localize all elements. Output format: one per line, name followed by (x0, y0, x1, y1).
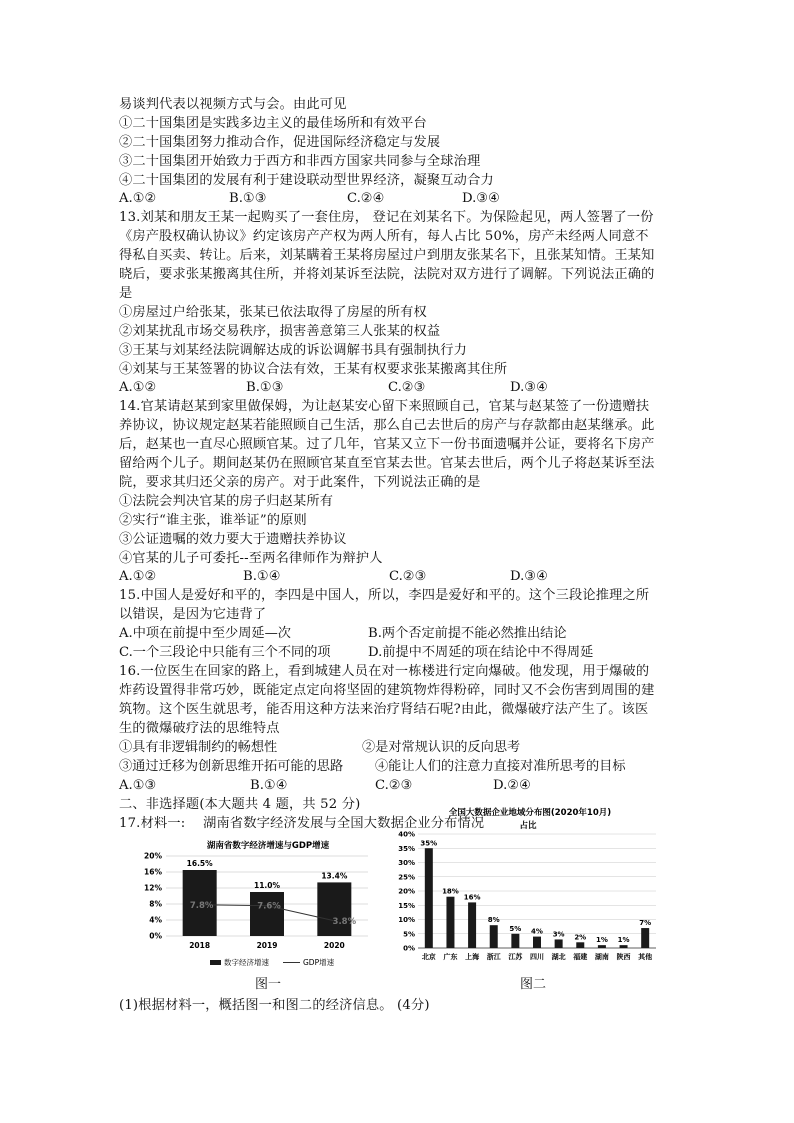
q12-option-a[interactable]: A.①② (119, 191, 157, 206)
y-tick-label: 0% (403, 944, 415, 953)
y-tick-label: 20% (144, 851, 162, 861)
q16-item-3: ③通过迁移为创新思维开拓可能的思路 (119, 759, 344, 774)
x-tick-label: 其他 (638, 953, 653, 961)
q13-item-4: ④刘某与王某签署的协议合法有效，王某有权要求张某搬离其住所 (119, 362, 508, 377)
q14-stem-1: 14.官某请赵某到家里做保姆，为让赵某安心留下来照顾自己，官某与赵某签了一份遗赠扶 (119, 399, 650, 414)
x-tick-label: 广东 (443, 953, 458, 961)
q16-item-1: ①具有非逻辑制约的畅想性 (119, 740, 278, 755)
x-tick-label: 陕西 (616, 953, 631, 961)
line-data-label: 7.8% (189, 900, 214, 911)
line-data-label: 3.8% (332, 916, 357, 927)
q16-stem-1: 16.一位医生在回家的路上，看到城建人员在对一栋楼进行定向爆破。他发现，用于爆破的 (119, 664, 650, 679)
q13-item-2: ②刘某扰乱市场交易秩序，损害善意第三人张某的权益 (119, 324, 441, 339)
y-tick-label: 12% (144, 883, 162, 893)
q13-stem-3: 得私自买卖、转让。后来，刘某瞒着王某将房屋过户到朋友张某名下，且张某知情。王某知 (119, 248, 655, 263)
legend-label-gdp: GDP增速 (303, 958, 335, 967)
y-tick-label: 40% (398, 830, 415, 839)
figure-1-svg (140, 836, 380, 976)
q13-item-3: ③王某与刘某经法院调解达成的诉讼调解书具有强制执行力 (119, 343, 468, 358)
q14-item-2: ②实行“谁主张，谁举证”的原则 (119, 513, 307, 528)
q16-stem-4: 生的微爆破疗法的思维特点 (119, 721, 280, 736)
figure-1-caption: 图一 (255, 977, 282, 992)
line-data-label: 7.6% (257, 901, 281, 912)
q16-option-c[interactable]: C.②③ (375, 778, 413, 793)
q14-item-1: ①法院会判决官某的房子归赵某所有 (119, 494, 334, 509)
bar-data-label: 13.4% (321, 871, 348, 881)
bar-region-share (620, 945, 628, 948)
q14-item-3: ③公证遗嘱的效力要大于遗赠扶养协议 (119, 532, 347, 547)
y-tick-label: 8% (149, 899, 162, 909)
bar-data-label: 16% (463, 893, 481, 902)
q14-stem-5: 院，要求其归还父亲的房产。对于此案件，下列说法正确的是 (119, 475, 481, 490)
y-tick-label: 5% (403, 930, 415, 939)
bar-digital-economy (317, 882, 351, 936)
figure-1-chart (140, 836, 380, 976)
figure-1-title: 湖南省数字经济增速与GDP增速 (206, 841, 330, 851)
figure-2-chart (390, 804, 660, 972)
bar-data-label: 4% (531, 927, 543, 936)
q14-stem-4: 留给两个儿子。期间赵某仍在照顾官某直至官某去世。官某去世后，两个儿子将赵某诉至法 (119, 456, 655, 471)
y-tick-label: 25% (398, 873, 415, 882)
q13-stem-1: 13.刘某和朋友王某一起购买了一套住房， 登记在刘某名下。为保险起见，两人签署了一份 (119, 210, 654, 225)
q16-option-b[interactable]: B.①④ (250, 778, 288, 793)
q15-option-c[interactable]: C.一个三段论中只能有三个不同的项 (119, 645, 331, 660)
figure-2-subtitle: 占比 (519, 821, 537, 831)
q12-option-b[interactable]: B.①③ (229, 191, 267, 206)
q12-item-1: ①二十国集团是实践多边主义的最佳场所和有效平台 (119, 116, 427, 131)
bar-data-label: 18% (442, 887, 459, 896)
y-tick-label: 10% (398, 916, 415, 924)
q15-option-a[interactable]: A.中项在前提中至少周延—次 (119, 626, 291, 641)
q14-stem-3: 后，赵某也一直尽心照顾官某。过了几年，官某又立下一份书面遗嘱并公证，要将名下房产 (119, 437, 655, 452)
q14-option-b[interactable]: B.①④ (243, 569, 281, 584)
bar-digital-economy (250, 892, 284, 936)
x-tick-label: 2019 (256, 941, 278, 950)
x-tick-label: 2020 (323, 941, 345, 950)
y-tick-label: 35% (398, 844, 415, 853)
x-tick-label: 湖南 (594, 953, 609, 961)
bar-region-share (490, 925, 498, 948)
y-tick-label: 16% (144, 867, 162, 877)
bar-data-label: 16.5% (186, 859, 213, 868)
q12-stem-tail: 易谈判代表以视频方式与会。由此可见 (119, 97, 347, 112)
x-tick-label: 浙江 (486, 953, 501, 961)
bar-region-share (533, 937, 541, 948)
legend-label-digital-economy: 数字经济增速 (224, 958, 269, 967)
q13-item-1: ①房屋过户给张某，张某已依法取得了房屋的所有权 (119, 305, 427, 320)
q15-option-b[interactable]: B.两个否定前提不能必然推出结论 (368, 626, 567, 641)
y-tick-label: 20% (398, 887, 415, 896)
q12-item-3: ③二十国集团开始致力于西方和非西方国家共同参与全球治理 (119, 154, 481, 169)
q13-option-b[interactable]: B.①③ (246, 380, 284, 395)
legend-swatch-digital-economy (210, 960, 221, 965)
x-tick-label: 江苏 (508, 953, 523, 961)
q12-option-c[interactable]: C.②④ (347, 191, 385, 206)
q12-item-2: ②二十国集团努力推动合作，促进国际经济稳定与发展 (119, 135, 441, 150)
bar-data-label: 7% (639, 919, 652, 928)
q15-stem-2: 以错误，是因为它违背了 (119, 607, 267, 622)
q13-stem-2: 《房产股权确认协议》约定该房产产权为两人所有，每人占比 50%，房产未经两人同意不 (119, 229, 649, 244)
q14-option-d[interactable]: D.③④ (510, 569, 548, 584)
bar-data-label: 11.0% (253, 881, 281, 890)
y-tick-label: 4% (149, 915, 162, 925)
q16-item-2: ②是对常规认识的反向思考 (362, 740, 521, 755)
q13-option-d[interactable]: D.③④ (510, 380, 548, 395)
q13-option-a[interactable]: A.①② (119, 380, 157, 395)
q12-option-d[interactable]: D.③④ (462, 191, 500, 206)
bar-region-share (576, 942, 584, 948)
figure-2-caption: 图二 (520, 977, 547, 992)
q17-subquestion-1: (1)根据材料一，概括图一和图二的经济信息。 (4分) (119, 998, 430, 1013)
x-tick-label: 湖北 (551, 953, 566, 961)
q15-stem-1: 15.中国人是爱好和平的，李四是中国人，所以，李四是爱好和平的。这个三段论推理之所 (119, 588, 650, 603)
q14-stem-2: 养协议，协议规定赵某若能照顾自己生活，那么自己去世后的房产与存款都由赵某继承。此 (119, 418, 655, 433)
bar-data-label: 2% (574, 933, 587, 942)
q14-option-a[interactable]: A.①② (119, 569, 157, 584)
y-tick-label: 0% (149, 931, 162, 941)
bar-data-label: 8% (487, 916, 500, 925)
x-tick-label: 北京 (421, 953, 436, 961)
q15-option-d[interactable]: D.前提中不周延的项在结论中不得周延 (368, 645, 594, 660)
bar-region-share (555, 939, 563, 948)
q13-option-c[interactable]: C.②③ (388, 380, 426, 395)
bar-region-share (641, 928, 649, 948)
q16-stem-2: 炸药设置得非常巧妙，既能定点定向将坚固的建筑物炸得粉碎，同时又不会伤害到周围的建 (119, 683, 655, 698)
bar-data-label: 1% (595, 936, 608, 945)
q16-option-d[interactable]: D.②④ (493, 778, 531, 793)
q14-item-4: ④官某的儿子可委托--至两名律师作为辩护人 (119, 551, 383, 566)
bar-region-share (598, 945, 606, 948)
bar-region-share (468, 902, 476, 948)
x-tick-label: 2018 (189, 941, 211, 950)
q16-stem-3: 筑物。这个医生就思考，能否用这种方法来治疗肾结石呢?由此，微爆破疗法产生了。该医 (119, 702, 649, 717)
q16-option-a[interactable]: A.①③ (119, 778, 157, 793)
q16-item-4: ④能让人们的注意力直接对准所思考的目标 (375, 759, 626, 774)
bar-region-share (511, 934, 519, 948)
figure-2-title: 全国大数据企业地域分布图(2020年10月) (448, 808, 612, 818)
q17-intro: 17.材料一: 湖南省数字经济发展与全国大数据企业分布情况 (119, 816, 485, 831)
x-tick-label: 福建 (573, 953, 588, 961)
x-tick-label: 四川 (530, 953, 544, 961)
q13-stem-5: 是 (119, 286, 133, 301)
x-tick-label: 上海 (465, 953, 480, 961)
q14-option-c[interactable]: C.②③ (389, 569, 427, 584)
bar-region-share (446, 897, 454, 948)
bar-data-label: 35% (420, 839, 438, 848)
bar-data-label: 3% (552, 930, 565, 939)
y-tick-label: 15% (398, 901, 415, 910)
q13-stem-4: 晓后，要求张某搬离其住所，并将刘某诉至法院，法院对双方进行了调解。下列说法正确的 (119, 267, 655, 282)
bar-data-label: 1% (617, 936, 630, 945)
bar-data-label: 5% (509, 924, 522, 933)
q12-item-4: ④二十国集团的发展有利于建设联动型世界经济，凝聚互动合力 (119, 173, 494, 188)
section-heading: 二、非选择题(本大题共 4 题，共 52 分) (119, 797, 361, 812)
figure-2-svg (390, 804, 660, 972)
y-tick-label: 30% (398, 859, 415, 867)
bar-region-share (425, 848, 433, 948)
